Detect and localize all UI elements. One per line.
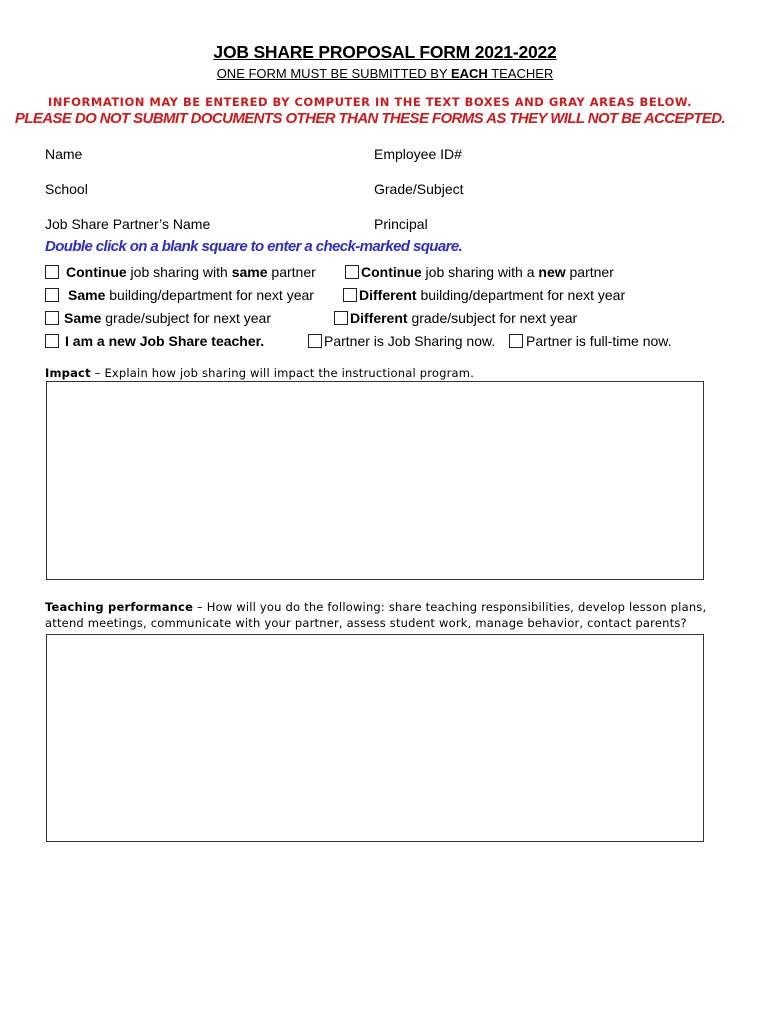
principal-field-label[interactable]: Principal	[374, 216, 428, 232]
impact-label: Impact – Explain how job sharing will impact the instructional program.	[45, 366, 475, 380]
checkbox-square[interactable]	[45, 311, 59, 325]
form-subtitle	[0, 66, 770, 81]
teaching-performance-label: Teaching performance – How will you do the following: share teaching responsibilities, develop lesson plans,	[45, 600, 707, 614]
checkbox-continue-new-partner[interactable]	[345, 264, 614, 280]
teaching-performance-label-line2: attend meetings, communicate with your partner, assess student work, manage behavior, contact parents?	[45, 616, 687, 630]
subtitle-prefix: ONE FORM MUST BE SUBMITTED BY	[216, 66, 451, 81]
checkbox-square[interactable]	[45, 265, 59, 279]
checkbox-square[interactable]	[334, 311, 348, 325]
checkbox-label: Continue job sharing with a new partner	[361, 264, 614, 280]
checkbox-square[interactable]	[509, 334, 523, 348]
checkbox-same-building[interactable]	[45, 287, 314, 303]
warning-notice: PLEASE DO NOT SUBMIT DOCUMENTS OTHER THAN THESE FORMS AS THEY WILL NOT BE ACCEPTED.	[14, 110, 726, 127]
checkbox-different-building[interactable]	[343, 287, 625, 303]
subtitle-emphasis: EACH	[450, 66, 488, 81]
checkbox-continue-same-partner[interactable]	[45, 264, 316, 280]
teaching-performance-textbox[interactable]	[46, 634, 704, 842]
checkbox-square[interactable]	[308, 334, 322, 348]
info-notice: INFORMATION MAY BE ENTERED BY COMPUTER IN THE TEXT BOXES AND GRAY AREAS BELOW.	[48, 95, 692, 109]
checkbox-square[interactable]	[345, 265, 359, 279]
checkbox-instruction: Double click on a blank square to enter a check-marked square.	[45, 238, 463, 255]
employee-id-field-label[interactable]: Employee ID#	[374, 146, 462, 162]
checkbox-label: Different building/department for next year	[359, 287, 626, 303]
checkbox-label: Different grade/subject for next year	[350, 310, 578, 326]
partner-name-field-label[interactable]: Job Share Partner’s Name	[45, 216, 211, 232]
checkbox-label: Same building/department for next year	[68, 287, 314, 303]
checkbox-label: Same grade/subject for next year	[64, 310, 272, 326]
checkbox-square[interactable]	[45, 288, 59, 302]
form-title: JOB SHARE PROPOSAL FORM 2021-2022	[213, 42, 557, 62]
checkbox-partner-job-sharing[interactable]	[308, 333, 495, 349]
checkbox-label: Continue job sharing with same partner	[66, 264, 316, 280]
name-field-label[interactable]: Name	[45, 146, 83, 162]
checkbox-new-teacher[interactable]	[45, 333, 264, 349]
checkbox-same-grade[interactable]	[45, 310, 271, 326]
school-field-label[interactable]: School	[45, 181, 88, 197]
checkbox-partner-full-time[interactable]	[509, 333, 672, 349]
checkbox-label: Partner is full-time now.	[526, 333, 672, 349]
subtitle-suffix: TEACHER	[487, 66, 554, 81]
checkbox-square[interactable]	[343, 288, 357, 302]
checkbox-label: I am a new Job Share teacher.	[65, 333, 265, 349]
impact-textbox[interactable]	[46, 381, 704, 580]
checkbox-label: Partner is Job Sharing now.	[324, 333, 496, 349]
checkbox-different-grade[interactable]	[334, 310, 577, 326]
grade-subject-field-label[interactable]: Grade/Subject	[374, 181, 464, 197]
checkbox-square[interactable]	[45, 334, 59, 348]
